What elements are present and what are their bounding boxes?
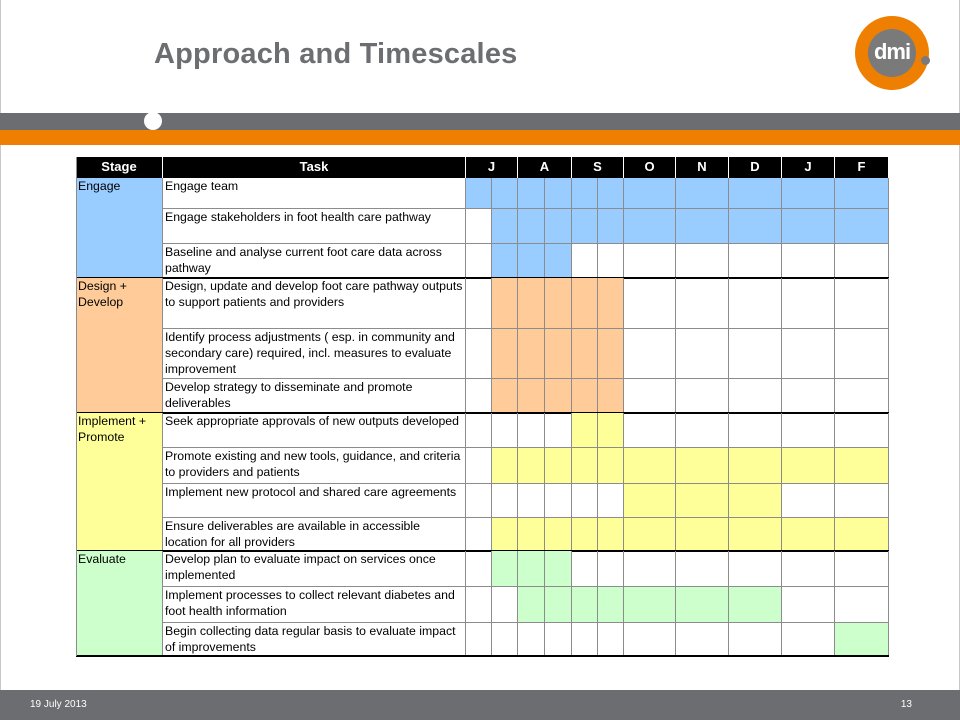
stage-cell: Evaluate: [76, 551, 163, 656]
timeline-cell: [782, 623, 835, 656]
header-month: O: [624, 157, 676, 178]
task-cell: Design, update and develop foot care pathway outputs to support patients and providers: [163, 278, 466, 329]
timeline-cell: [572, 278, 598, 329]
timeline-cell: [782, 484, 835, 518]
timeline-cell: [518, 484, 545, 518]
task-cell: Begin collecting data regular basis to evaluate impact of improvements: [163, 623, 466, 656]
timeline-cell: [545, 278, 572, 329]
timeline-cell: [598, 329, 624, 379]
timeline-cell: [466, 178, 492, 209]
timeline-cell: [782, 413, 835, 448]
timeline-cell: [572, 484, 598, 518]
gantt-table: [76, 157, 889, 658]
timeline-cell: [624, 484, 676, 518]
timeline-cell: [466, 518, 492, 551]
timeline-cell: [492, 278, 518, 329]
timeline-cell: [518, 379, 545, 413]
timeline-cell: [835, 209, 889, 244]
timeline-cell: [545, 518, 572, 551]
timeline-cell: [598, 484, 624, 518]
timeline-cell: [518, 209, 545, 244]
timeline-cell: [466, 379, 492, 413]
timeline-cell: [598, 379, 624, 413]
dmi-logo-dot: [921, 56, 930, 65]
timeline-cell: [782, 278, 835, 329]
task-cell: Develop strategy to disseminate and promote deliverables: [163, 379, 466, 413]
timeline-cell: [835, 244, 889, 278]
timeline-cell: [729, 448, 782, 484]
timeline-cell: [545, 178, 572, 209]
timeline-cell: [572, 379, 598, 413]
timeline-cell: [598, 587, 624, 623]
timeline-cell: [729, 379, 782, 413]
timeline-cell: [676, 379, 729, 413]
timeline-cell: [572, 551, 598, 587]
header-month: J: [782, 157, 835, 178]
timeline-cell: [466, 209, 492, 244]
timeline-cell: [518, 244, 545, 278]
timeline-cell: [729, 178, 782, 209]
timeline-cell: [492, 623, 518, 656]
timeline-cell: [782, 244, 835, 278]
dmi-logo-inner: [868, 29, 916, 77]
timeline-cell: [492, 244, 518, 278]
timeline-cell: [729, 244, 782, 278]
timeline-cell: [598, 551, 624, 587]
timeline-cell: [466, 244, 492, 278]
timeline-cell: [518, 551, 545, 587]
timeline-cell: [598, 278, 624, 329]
timeline-cell: [492, 448, 518, 484]
header-month: A: [518, 157, 572, 178]
timeline-cell: [598, 623, 624, 656]
timeline-cell: [598, 178, 624, 209]
task-cell: Engage team: [163, 178, 466, 209]
timeline-cell: [782, 551, 835, 587]
timeline-cell: [676, 413, 729, 448]
timeline-cell: [572, 623, 598, 656]
timeline-cell: [676, 623, 729, 656]
timeline-cell: [676, 178, 729, 209]
timeline-cell: [545, 587, 572, 623]
timeline-cell: [835, 413, 889, 448]
timeline-cell: [518, 623, 545, 656]
timeline-cell: [835, 484, 889, 518]
timeline-cell: [492, 329, 518, 379]
header-stage: Stage: [76, 157, 163, 178]
timeline-cell: [598, 448, 624, 484]
task-cell: Promote existing and new tools, guidance, and criteria to providers and patients: [163, 448, 466, 484]
header-band-orange: [0, 130, 960, 145]
timeline-cell: [518, 278, 545, 329]
timeline-cell: [624, 623, 676, 656]
timeline-cell: [624, 413, 676, 448]
task-cell: Implement new protocol and shared care agreements: [163, 484, 466, 518]
timeline-cell: [676, 448, 729, 484]
timeline-cell: [492, 587, 518, 623]
timeline-cell: [598, 244, 624, 278]
timeline-cell: [572, 448, 598, 484]
timeline-cell: [782, 379, 835, 413]
task-cell: Identify process adjustments ( esp. in community and secondary care) required, incl. measures to evaluate improvement: [163, 329, 466, 379]
dmi-logo-text: dmi: [873, 39, 911, 64]
slide-left-edge: [0, 0, 1, 690]
footer-page-number: 13: [900, 699, 912, 710]
timeline-cell: [835, 518, 889, 551]
timeline-cell: [729, 329, 782, 379]
timeline-cell: [466, 448, 492, 484]
timeline-cell: [492, 551, 518, 587]
timeline-cell: [518, 448, 545, 484]
timeline-cell: [835, 379, 889, 413]
timeline-cell: [676, 209, 729, 244]
timeline-cell: [676, 244, 729, 278]
stage-separator: [76, 655, 889, 657]
timeline-cell: [545, 379, 572, 413]
timeline-cell: [545, 244, 572, 278]
timeline-cell: [835, 329, 889, 379]
header-month: S: [572, 157, 624, 178]
footer-date: 19 July 2013: [30, 699, 87, 710]
header-month: D: [729, 157, 782, 178]
timeline-cell: [729, 413, 782, 448]
timeline-cell: [835, 623, 889, 656]
slide-title: Approach and Timescales: [154, 38, 518, 70]
timeline-cell: [492, 413, 518, 448]
timeline-cell: [492, 518, 518, 551]
timeline-cell: [782, 209, 835, 244]
dmi-logo: [855, 16, 929, 90]
timeline-cell: [624, 278, 676, 329]
timeline-cell: [782, 329, 835, 379]
stage-cell: Implement + Promote: [76, 413, 163, 551]
timeline-cell: [518, 329, 545, 379]
task-cell: Baseline and analyse current foot care data across pathway: [163, 244, 466, 278]
timeline-cell: [545, 329, 572, 379]
timeline-cell: [624, 518, 676, 551]
table-left-border: [76, 157, 77, 656]
timeline-cell: [598, 413, 624, 448]
timeline-cell: [545, 448, 572, 484]
timeline-cell: [598, 209, 624, 244]
header-band-dot: [144, 112, 162, 130]
timeline-cell: [624, 209, 676, 244]
timeline-cell: [729, 209, 782, 244]
timeline-cell: [492, 484, 518, 518]
timeline-cell: [518, 178, 545, 209]
header-task: Task: [163, 157, 466, 178]
timeline-cell: [492, 379, 518, 413]
timeline-cell: [492, 178, 518, 209]
timeline-cell: [624, 329, 676, 379]
timeline-cell: [782, 448, 835, 484]
timeline-cell: [572, 209, 598, 244]
timeline-cell: [624, 244, 676, 278]
timeline-cell: [545, 413, 572, 448]
stage-cell: Design + Develop: [76, 278, 163, 413]
timeline-cell: [572, 587, 598, 623]
task-cell: Ensure deliverables are available in accessible location for all providers: [163, 518, 466, 551]
timeline-cell: [676, 329, 729, 379]
timeline-cell: [466, 278, 492, 329]
task-cell: Implement processes to collect relevant diabetes and foot health information: [163, 587, 466, 623]
timeline-cell: [545, 551, 572, 587]
timeline-cell: [572, 413, 598, 448]
timeline-cell: [572, 518, 598, 551]
timeline-cell: [676, 484, 729, 518]
timeline-cell: [518, 518, 545, 551]
timeline-cell: [729, 623, 782, 656]
timeline-cell: [782, 178, 835, 209]
timeline-cell: [729, 587, 782, 623]
timeline-cell: [835, 551, 889, 587]
timeline-cell: [466, 413, 492, 448]
timeline-cell: [572, 178, 598, 209]
timeline-cell: [835, 178, 889, 209]
timeline-cell: [518, 587, 545, 623]
timeline-cell: [624, 587, 676, 623]
slide-footer: [0, 690, 960, 720]
timeline-cell: [466, 623, 492, 656]
timeline-cell: [729, 484, 782, 518]
timeline-cell: [782, 587, 835, 623]
timeline-cell: [518, 413, 545, 448]
timeline-cell: [598, 518, 624, 551]
timeline-cell: [572, 244, 598, 278]
task-cell: Engage stakeholders in foot health care pathway: [163, 209, 466, 244]
timeline-cell: [466, 587, 492, 623]
timeline-cell: [835, 448, 889, 484]
timeline-cell: [729, 518, 782, 551]
timeline-cell: [624, 379, 676, 413]
timeline-cell: [572, 329, 598, 379]
header-month: F: [835, 157, 889, 178]
timeline-cell: [466, 551, 492, 587]
timeline-cell: [676, 551, 729, 587]
header-month: N: [676, 157, 729, 178]
timeline-cell: [676, 278, 729, 329]
header-month: J: [466, 157, 518, 178]
task-cell: Develop plan to evaluate impact on services once implemented: [163, 551, 466, 587]
timeline-cell: [782, 518, 835, 551]
timeline-cell: [545, 623, 572, 656]
timeline-cell: [624, 178, 676, 209]
timeline-cell: [466, 484, 492, 518]
timeline-cell: [545, 209, 572, 244]
timeline-cell: [466, 329, 492, 379]
stage-cell: Engage: [76, 178, 163, 278]
timeline-cell: [624, 551, 676, 587]
timeline-cell: [624, 448, 676, 484]
timeline-cell: [729, 551, 782, 587]
task-cell: Seek appropriate approvals of new outputs developed: [163, 413, 466, 448]
timeline-cell: [835, 278, 889, 329]
timeline-cell: [545, 484, 572, 518]
timeline-cell: [729, 278, 782, 329]
timeline-cell: [835, 587, 889, 623]
timeline-cell: [492, 209, 518, 244]
timeline-cell: [676, 587, 729, 623]
timeline-cell: [676, 518, 729, 551]
